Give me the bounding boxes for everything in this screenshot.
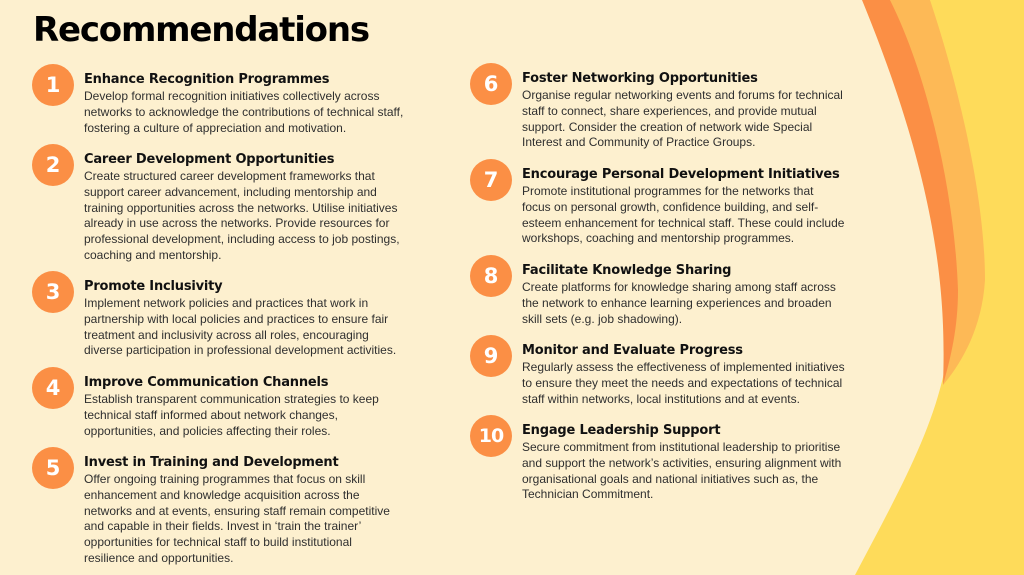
recommendation-description	[522, 360, 902, 407]
number-badge: 3	[32, 271, 74, 313]
description-line: resilience and opportunities.	[84, 550, 234, 565]
description-line: coaching and mentorship.	[84, 247, 222, 262]
recommendation-description	[84, 472, 464, 567]
recommendation-item	[483, 263, 902, 327]
description-line: diverse participation in professional development activities.	[84, 343, 397, 358]
description-line: opportunities, and policies affecting their roles.	[84, 423, 331, 438]
recommendation-heading: Enhance Recognition Programmes	[84, 72, 330, 87]
description-line: networks and at events, ensuring staff remain competitive	[84, 503, 390, 518]
number-badge: 6	[470, 63, 512, 105]
description-line: Create platforms for knowledge sharing among staff across	[522, 280, 836, 294]
recommendation-heading: Improve Communication Channels	[84, 375, 329, 390]
description-line: the network to enhance learning experiences and broaden	[522, 295, 832, 310]
recommendation-description	[84, 296, 464, 359]
description-line: organisational goals and national initiatives such as, the	[522, 471, 819, 486]
description-line: opportunities for technical staff to build institutional	[84, 535, 352, 550]
recommendation-item	[45, 279, 464, 359]
description-line: Develop formal recognition initiatives collectively across	[84, 89, 380, 103]
description-line: networks to acknowledge the contributions of technical staff,	[84, 104, 404, 119]
description-line: staff within networks, local institutions and at events.	[522, 391, 800, 406]
number-badge: 10	[470, 415, 512, 457]
description-line: Establish transparent communication strategies to keep	[84, 392, 379, 406]
description-line: Organise regular networking events and forums for technical	[522, 88, 843, 102]
recommendation-item	[45, 72, 464, 136]
recommendation-heading: Facilitate Knowledge Sharing	[522, 263, 732, 278]
recommendation-heading: Encourage Personal Development Initiatives	[522, 167, 840, 182]
recommendation-item	[483, 343, 902, 407]
recommendation-description	[522, 440, 902, 503]
description-line: staff to connect, share experiences, and provide mutual	[522, 103, 817, 118]
description-line: Implement network policies and practices that work in	[84, 296, 369, 310]
number-badge: 4	[32, 367, 74, 409]
description-line: and capable in their fields. Invest in ‘train the trainer’	[84, 519, 362, 534]
number-badge: 2	[32, 144, 74, 186]
description-line: Secure commitment from institutional leadership to prioritise	[522, 440, 841, 454]
description-line: support. Consider the creation of network wide Special	[522, 119, 813, 134]
recommendation-heading: Career Development Opportunities	[84, 152, 335, 167]
number-badge: 5	[32, 447, 74, 489]
description-line: workshops, coaching and mentorship programmes.	[522, 231, 795, 246]
description-line: skill sets (e.g. job shadowing).	[522, 311, 683, 326]
number-badge: 1	[32, 64, 74, 106]
description-line: already in use across the networks. Provide resources for	[84, 216, 390, 231]
recommendation-description	[84, 392, 464, 439]
description-line: Offer ongoing training programmes that focus on skill	[84, 472, 366, 486]
description-line: partnership with local policies and practices to ensure fair	[84, 311, 389, 326]
recommendation-description	[522, 88, 902, 151]
recommendation-item	[45, 455, 464, 567]
recommendation-description	[84, 169, 464, 264]
description-line: treatment and inclusivity across all roles, encouraging	[84, 327, 369, 342]
recommendation-description	[522, 184, 902, 247]
recommendation-item	[478, 423, 902, 503]
number-badge: 8	[470, 255, 512, 297]
recommendation-description	[522, 280, 902, 327]
page-title: Recommendations	[33, 10, 369, 50]
description-line: Technician Commitment.	[522, 487, 654, 502]
recommendation-heading: Foster Networking Opportunities	[522, 71, 758, 86]
description-line: technical staff informed about network changes,	[84, 407, 338, 422]
description-line: Create structured career development frameworks that	[84, 169, 375, 183]
number-badge: 9	[470, 335, 512, 377]
number-badge: 7	[470, 159, 512, 201]
recommendation-item	[483, 71, 902, 151]
description-line: enhancement and knowledge acquisition across the	[84, 487, 360, 502]
recommendation-heading: Monitor and Evaluate Progress	[522, 343, 743, 358]
description-line: training opportunities across the networks. Utilise initiatives	[84, 200, 398, 215]
description-line: fostering a culture of appreciation and motivation.	[84, 120, 347, 135]
recommendation-item	[45, 375, 464, 439]
description-line: Promote institutional programmes for the networks that	[522, 184, 814, 198]
description-line: esteem enhancement for technical staff. These could include	[522, 215, 845, 230]
recommendation-heading: Invest in Training and Development	[84, 455, 339, 470]
recommendation-item	[45, 152, 464, 264]
description-line: professional development, including access to job postings,	[84, 232, 400, 247]
description-line: to ensure they meet the needs and expectations of technical	[522, 375, 843, 390]
description-line: Interest and Community of Practice Groups.	[522, 135, 756, 150]
description-line: support career advancement, including mentorship and	[84, 184, 377, 199]
recommendation-heading: Promote Inclusivity	[84, 279, 223, 294]
description-line: and support the network’s activities, ensuring alignment with	[522, 455, 842, 470]
recommendation-description	[84, 89, 464, 136]
description-line: focus on personal growth, confidence building, and self-	[522, 199, 819, 214]
description-line: Regularly assess the effectiveness of implemented initiatives	[522, 360, 845, 374]
recommendation-heading: Engage Leadership Support	[522, 423, 721, 438]
recommendation-item	[483, 167, 902, 247]
